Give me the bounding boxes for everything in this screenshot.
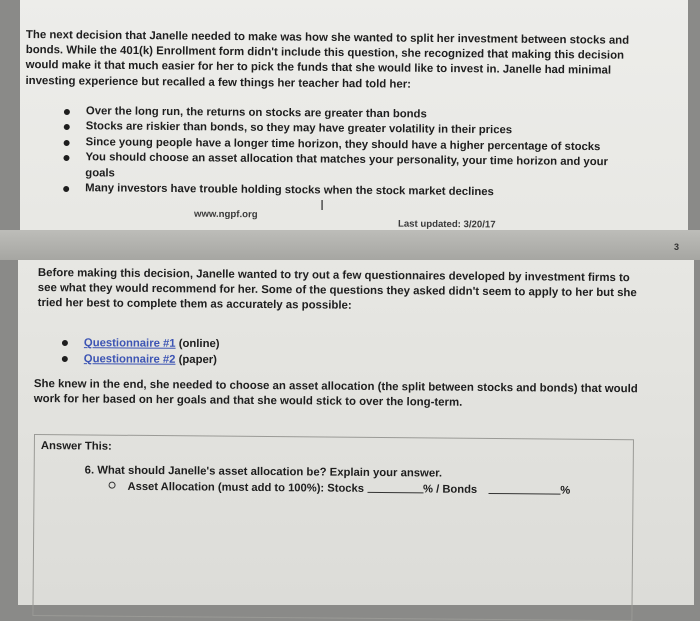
intro-paragraph: The next decision that Janelle needed to make was how she wanted to split her investment between stocks and bonds. While the 401(k) Enrollment form didn't include this question, she recognized that making this decision would make it that much easier for her to pick the funds that she would like to invest in. Janelle had minimal investing experience but recalled a few things her teacher had told her: bbox=[25, 28, 630, 91]
list-item bbox=[62, 351, 362, 369]
questionnaire-2-link[interactable]: Questionnaire #2 bbox=[83, 353, 176, 366]
teacher-points-list bbox=[63, 104, 624, 202]
answer-heading: Answer This: bbox=[40, 440, 112, 453]
text-cursor-icon: I bbox=[320, 197, 325, 214]
questionnaire-1-note: (online) bbox=[175, 337, 220, 351]
list-item: Many investors have trouble holding stocks when the stock market declines bbox=[63, 181, 623, 202]
hollow-bullet-icon bbox=[109, 482, 116, 489]
before-paragraph: Before making this decision, Janelle wanted to try out a few questionnaires developed by investment firms to see what they would recommend for her. Some of the questions they asked didn't seem to apply to her but she tried her best to complete them as accurately as possible: bbox=[37, 266, 637, 313]
list-item: Over the long run, the returns on stocks are greater than bonds bbox=[64, 104, 624, 125]
questionnaire-1-link[interactable]: Questionnaire #1 bbox=[83, 337, 176, 350]
bonds-suffix: % bbox=[560, 484, 571, 497]
bonds-blank[interactable] bbox=[488, 493, 560, 495]
stocks-suffix: % / Bonds bbox=[423, 483, 478, 496]
page-gap bbox=[0, 230, 700, 260]
questionnaire-list bbox=[62, 335, 362, 369]
answer-box[interactable] bbox=[32, 434, 634, 621]
source-url: www.ngpf.org bbox=[193, 208, 258, 221]
list-item: Stocks are riskier than bonds, so they may have greater volatility in their prices bbox=[64, 119, 624, 140]
last-updated: Last updated: 3/20/17 bbox=[397, 218, 496, 231]
questionnaire-2-note: (paper) bbox=[175, 353, 217, 367]
question-text: 6. What should Janelle's asset allocation be? Explain your answer. bbox=[84, 464, 443, 480]
page-number: 3 bbox=[674, 242, 680, 252]
allocation-label: Asset Allocation (must add to 100%): Stocks bbox=[127, 480, 365, 495]
allocation-line bbox=[108, 481, 570, 497]
list-item: Since young people have a longer time horizon, they should have a higher percentage of stocks bbox=[64, 135, 624, 156]
knew-paragraph: She knew in the end, she needed to choose an asset allocation (the split between stocks and bonds) that would work for her based on her goals and that she would stick to over the long-term. bbox=[33, 377, 638, 409]
stocks-blank[interactable] bbox=[367, 492, 423, 493]
list-item: You should choose an asset allocation that matches your personality, your time horizon and your goals bbox=[63, 150, 623, 186]
